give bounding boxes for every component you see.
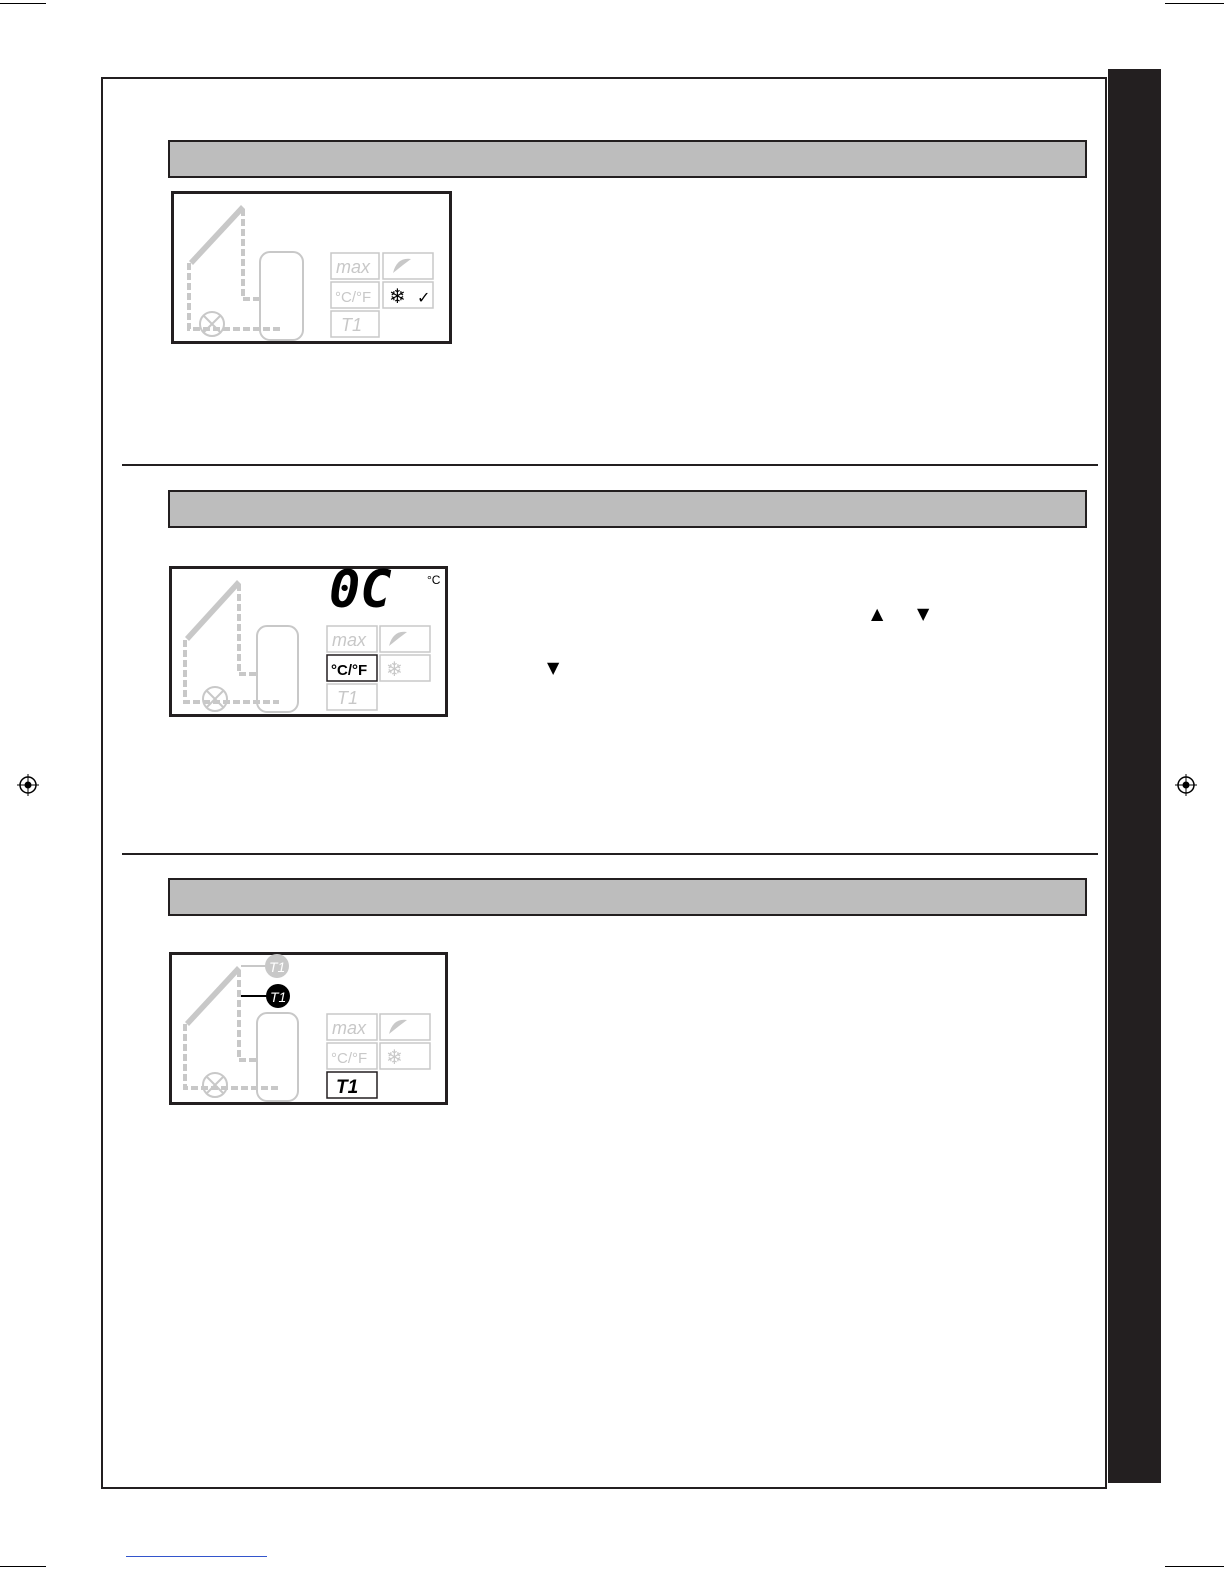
crop-mark	[0, 1566, 46, 1567]
snowflake-icon: ❄	[386, 1045, 403, 1069]
section-divider	[122, 464, 1098, 466]
section-header-sensor	[168, 878, 1087, 916]
lcd-unit-small: °C	[427, 573, 441, 587]
footer-link-underline	[126, 1556, 267, 1557]
down-arrow-icon: ▼	[547, 658, 560, 677]
registration-mark-icon	[1175, 774, 1197, 796]
crop-mark	[0, 3, 46, 4]
lcd-max-label: max	[336, 257, 371, 277]
crop-mark	[1165, 3, 1224, 4]
lcd-display-sensor	[169, 952, 448, 1105]
lcd-display-frost	[171, 191, 452, 344]
lcd-unit-label: °C/°F	[331, 662, 368, 679]
section-divider	[122, 853, 1098, 855]
lcd-unit-label: °C/°F	[335, 289, 372, 306]
side-tab	[1108, 69, 1161, 1483]
lcd-sensor-active: T1	[270, 989, 287, 1005]
lcd-sensor-label: T1	[336, 1077, 359, 1098]
lcd-unit-label: °C/°F	[331, 1050, 368, 1067]
lcd-sensor-label: T1	[341, 315, 363, 335]
up-arrow-icon: ▲	[871, 604, 884, 623]
crop-mark	[1165, 1566, 1224, 1567]
lcd-display-units	[169, 562, 448, 717]
section-header-units	[168, 490, 1087, 528]
snowflake-icon: ❄	[389, 284, 406, 308]
lcd-max-label: max	[332, 630, 367, 650]
down-arrow-icon: ▼	[917, 604, 930, 623]
registration-mark-icon	[17, 774, 39, 796]
lcd-digits: 0C	[329, 562, 392, 620]
lcd-sensor-inactive: T1	[269, 959, 286, 975]
lcd-max-label: max	[332, 1018, 367, 1038]
check-icon: ✓	[417, 288, 431, 307]
lcd-sensor-label: T1	[337, 688, 359, 708]
snowflake-icon: ❄	[386, 657, 403, 681]
section-header-frost	[168, 140, 1087, 178]
